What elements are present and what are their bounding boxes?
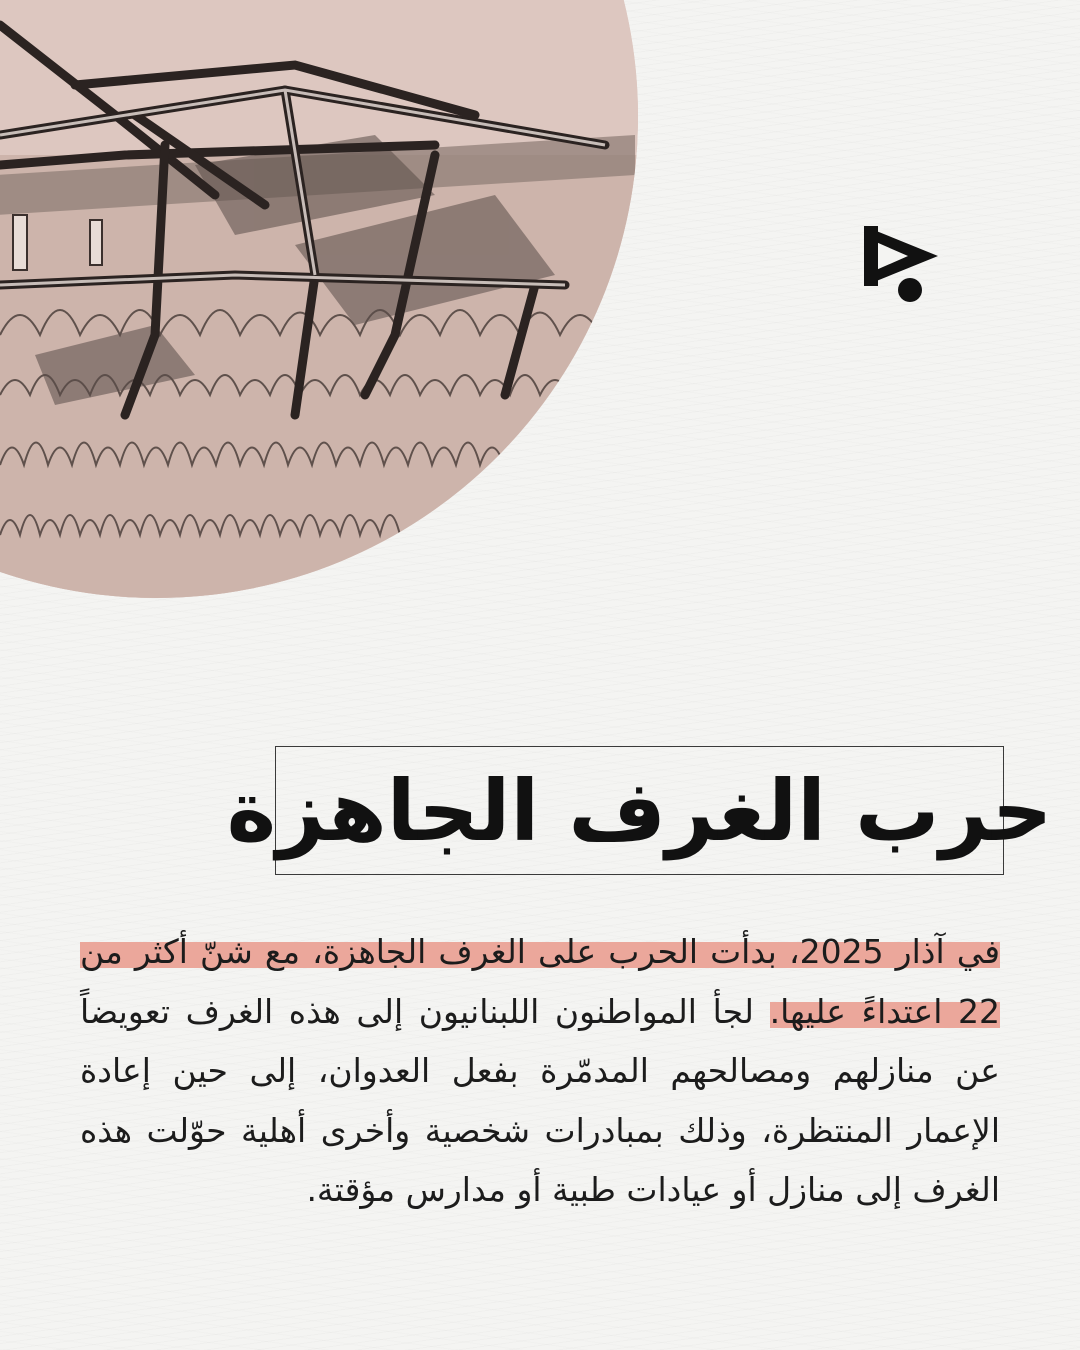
title-box: [226, 746, 1053, 875]
highlighted-text: في آذار 2025، بدأت الحرب على الغرف الجاهزة، مع شنّ أكثر من 22 اعتداءً عليها.: [80, 932, 1000, 1031]
photo-circle: [0, 0, 638, 598]
play-dot-logo-icon: [862, 226, 942, 306]
body-text-rest: لجأ المواطنون اللبنانيون إلى هذه الغرف تعويضاً عن منازلهم ومصالحهم المدمّرة بفعل العدوان، إلى حين إعادة الإعمار المنتظرة، وذلك بمبادرات شخصية وأخرى أهلية حوّلت هذه الغرف إلى منازل أو عيادات طبية أو مدارس مؤقتة.: [80, 991, 1000, 1209]
destroyed-prefab-photo: [0, 0, 638, 598]
page-title: حرب الغرف الجاهزة: [226, 761, 1053, 860]
body-paragraph: [80, 922, 1000, 1220]
